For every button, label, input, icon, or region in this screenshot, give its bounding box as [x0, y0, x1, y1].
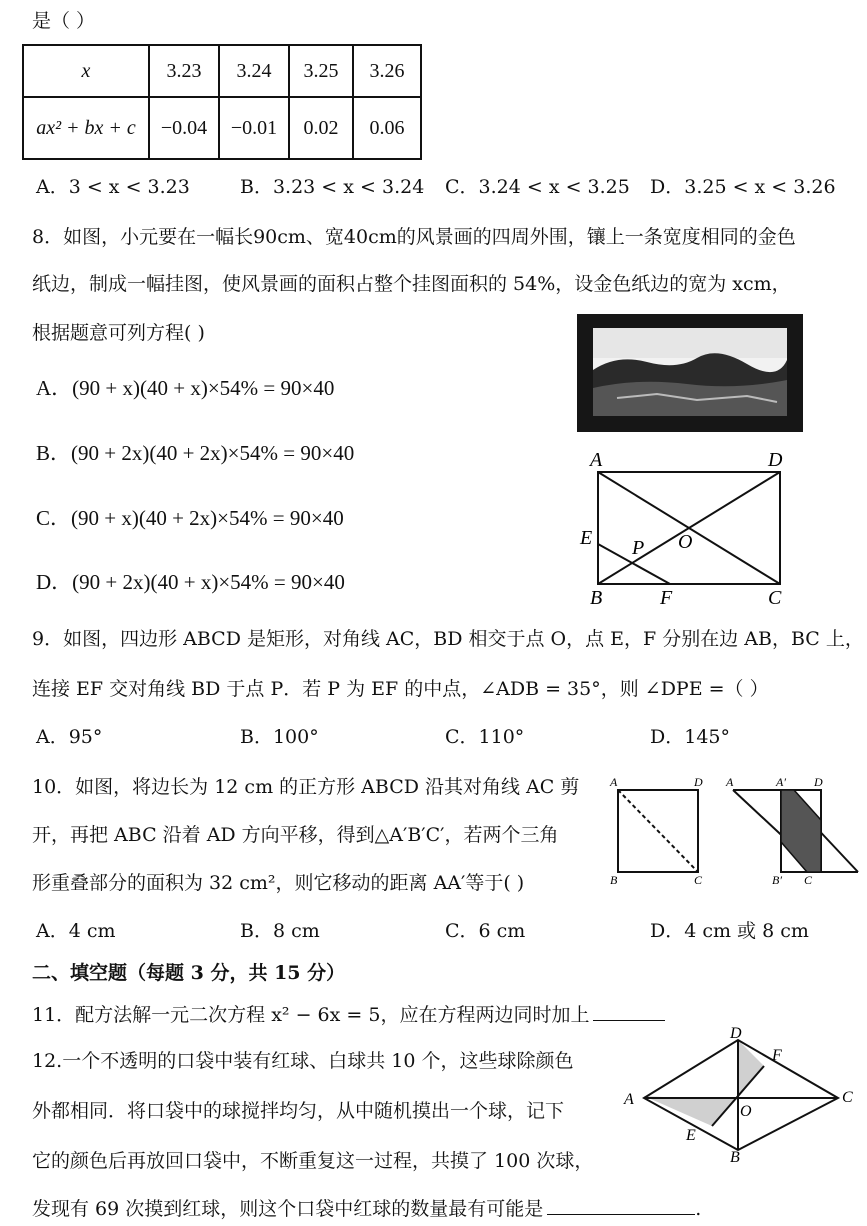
fig2-label-d: D	[814, 776, 823, 789]
table-cell: −0.04	[149, 97, 219, 159]
q8-option-c: C．(90 + x)(40 + 2x)×54% = 90×40	[36, 506, 344, 530]
label-e: E	[686, 1127, 696, 1144]
table-cell: ax² + bx + c	[23, 97, 149, 159]
label-f: F	[660, 587, 673, 609]
label-o: O	[678, 531, 693, 553]
fig1-label-d: D	[694, 776, 703, 789]
landscape-picture	[577, 314, 803, 432]
q10-line-1: 10．如图，将边长为 12 cm 的正方形 ABCD 沿其对角线 AC 剪	[32, 776, 580, 798]
q10-option-a: A．4 cm	[36, 920, 116, 942]
q7-option-c: C．3.24 < x < 3.25	[445, 176, 630, 198]
q12-line-3: 它的颜色后再放回口袋中，不断重复这一过程，共摸了 100 次球，	[32, 1150, 594, 1172]
fig1-label-b: B	[610, 873, 618, 887]
q12-line-4: 发现有 69 次摸到红球，则这个口袋中红球的数量最有可能是 .	[32, 1198, 702, 1220]
label-c: C	[842, 1089, 853, 1106]
q12-line-2: 外都相同．将口袋中的球搅拌均匀，从中随机摸出一个球，记下	[32, 1100, 565, 1122]
q9-option-c: C．110°	[445, 726, 525, 748]
q7-option-b: B．3.23 < x < 3.24	[240, 176, 425, 198]
q7-option-a: A．3 < x < 3.23	[36, 176, 190, 198]
fig2-label-c: C	[804, 873, 813, 887]
table-cell: 3.26	[353, 45, 421, 97]
q8-option-b: B．(90 + 2x)(40 + 2x)×54% = 90×40	[36, 441, 355, 465]
q10-line-2: 开，再把 ABC 沿着 AD 方向平移，得到△A′B′C′，若两个三角	[32, 824, 559, 846]
q9-option-d: D．145°	[650, 726, 730, 748]
label-a: A	[624, 1091, 634, 1108]
label-f: F	[772, 1047, 782, 1064]
q10-line-3: 形重叠部分的面积为 32 cm²，则它移动的距离 AA′等于( )	[32, 872, 525, 894]
q11-text: 11．配方法解一元二次方程 x² − 6x = 5，应在方程两边同时加上	[32, 1000, 665, 1027]
square-cut-figures	[608, 776, 863, 888]
answer-blank[interactable]	[547, 1196, 695, 1215]
fig1-label-c: C	[694, 873, 703, 887]
q10-option-c: C．6 cm	[445, 920, 526, 942]
rhombus-figure	[622, 1026, 862, 1162]
label-a: A	[590, 449, 603, 471]
q8-option-d: D．(90 + 2x)(40 + x)×54% = 90×40	[36, 570, 345, 594]
fig2-label-a-prime: A′	[776, 776, 786, 789]
q9-option-a: A．95°	[36, 726, 103, 748]
table-cell: 3.24	[219, 45, 289, 97]
q8-line-1: 8．如图，小元要在一幅长90cm、宽40cm的风景画的四周外围，镶上一条宽度相同的金色	[32, 226, 796, 248]
value-table	[22, 44, 422, 160]
q8-line-3: 根据题意可列方程( )	[32, 322, 205, 344]
q8-option-a: A．(90 + x)(40 + x)×54% = 90×40	[36, 376, 335, 400]
label-d: D	[768, 449, 783, 471]
table-cell: 3.25	[289, 45, 353, 97]
label-p: P	[632, 537, 645, 559]
q9-line-2: 连接 EF 交对角线 BD 于点 P．若 P 为 EF 的中点，∠ADB = 35°，则 ∠DPE =（ ）	[32, 678, 769, 700]
table-cell: x	[23, 45, 149, 97]
label-e: E	[580, 527, 593, 549]
label-c: C	[768, 587, 782, 609]
fig1-label-a: A	[610, 776, 618, 789]
answer-blank[interactable]	[593, 1002, 665, 1021]
table-row	[23, 97, 421, 159]
fig2-label-a: A	[726, 776, 734, 789]
table-row	[23, 45, 421, 97]
label-b: B	[730, 1149, 740, 1162]
q10-option-d: D．4 cm 或 8 cm	[650, 920, 809, 942]
rectangle-figure	[570, 444, 800, 612]
q8-line-2: 纸边，制成一幅挂图，使风景画的面积占整个挂图面积的 54%，设金色纸边的宽为 xcm，	[32, 273, 791, 295]
q7-option-d: D．3.25 < x < 3.26	[650, 176, 836, 198]
label-b: B	[590, 587, 603, 609]
q9-option-b: B．100°	[240, 726, 319, 748]
label-d: D	[730, 1026, 742, 1042]
table-cell: 3.23	[149, 45, 219, 97]
fig2-label-b-prime: B′	[772, 873, 782, 887]
q9-line-1: 9．如图，四边形 ABCD 是矩形，对角线 AC，BD 相交于点 O，点 E，F 分别在边 AB，BC 上，	[32, 628, 864, 650]
label-o: O	[740, 1103, 752, 1120]
section-heading: 二、填空题（每题 3 分，共 15 分）	[32, 962, 346, 984]
table-cell: 0.02	[289, 97, 353, 159]
table-cell: −0.01	[219, 97, 289, 159]
q10-option-b: B．8 cm	[240, 920, 320, 942]
table-cell: 0.06	[353, 97, 421, 159]
q12-line-1: 12.一个不透明的口袋中装有红球、白球共 10 个，这些球除颜色	[32, 1050, 574, 1072]
q7-stem-tail: 是（ ）	[32, 10, 96, 32]
